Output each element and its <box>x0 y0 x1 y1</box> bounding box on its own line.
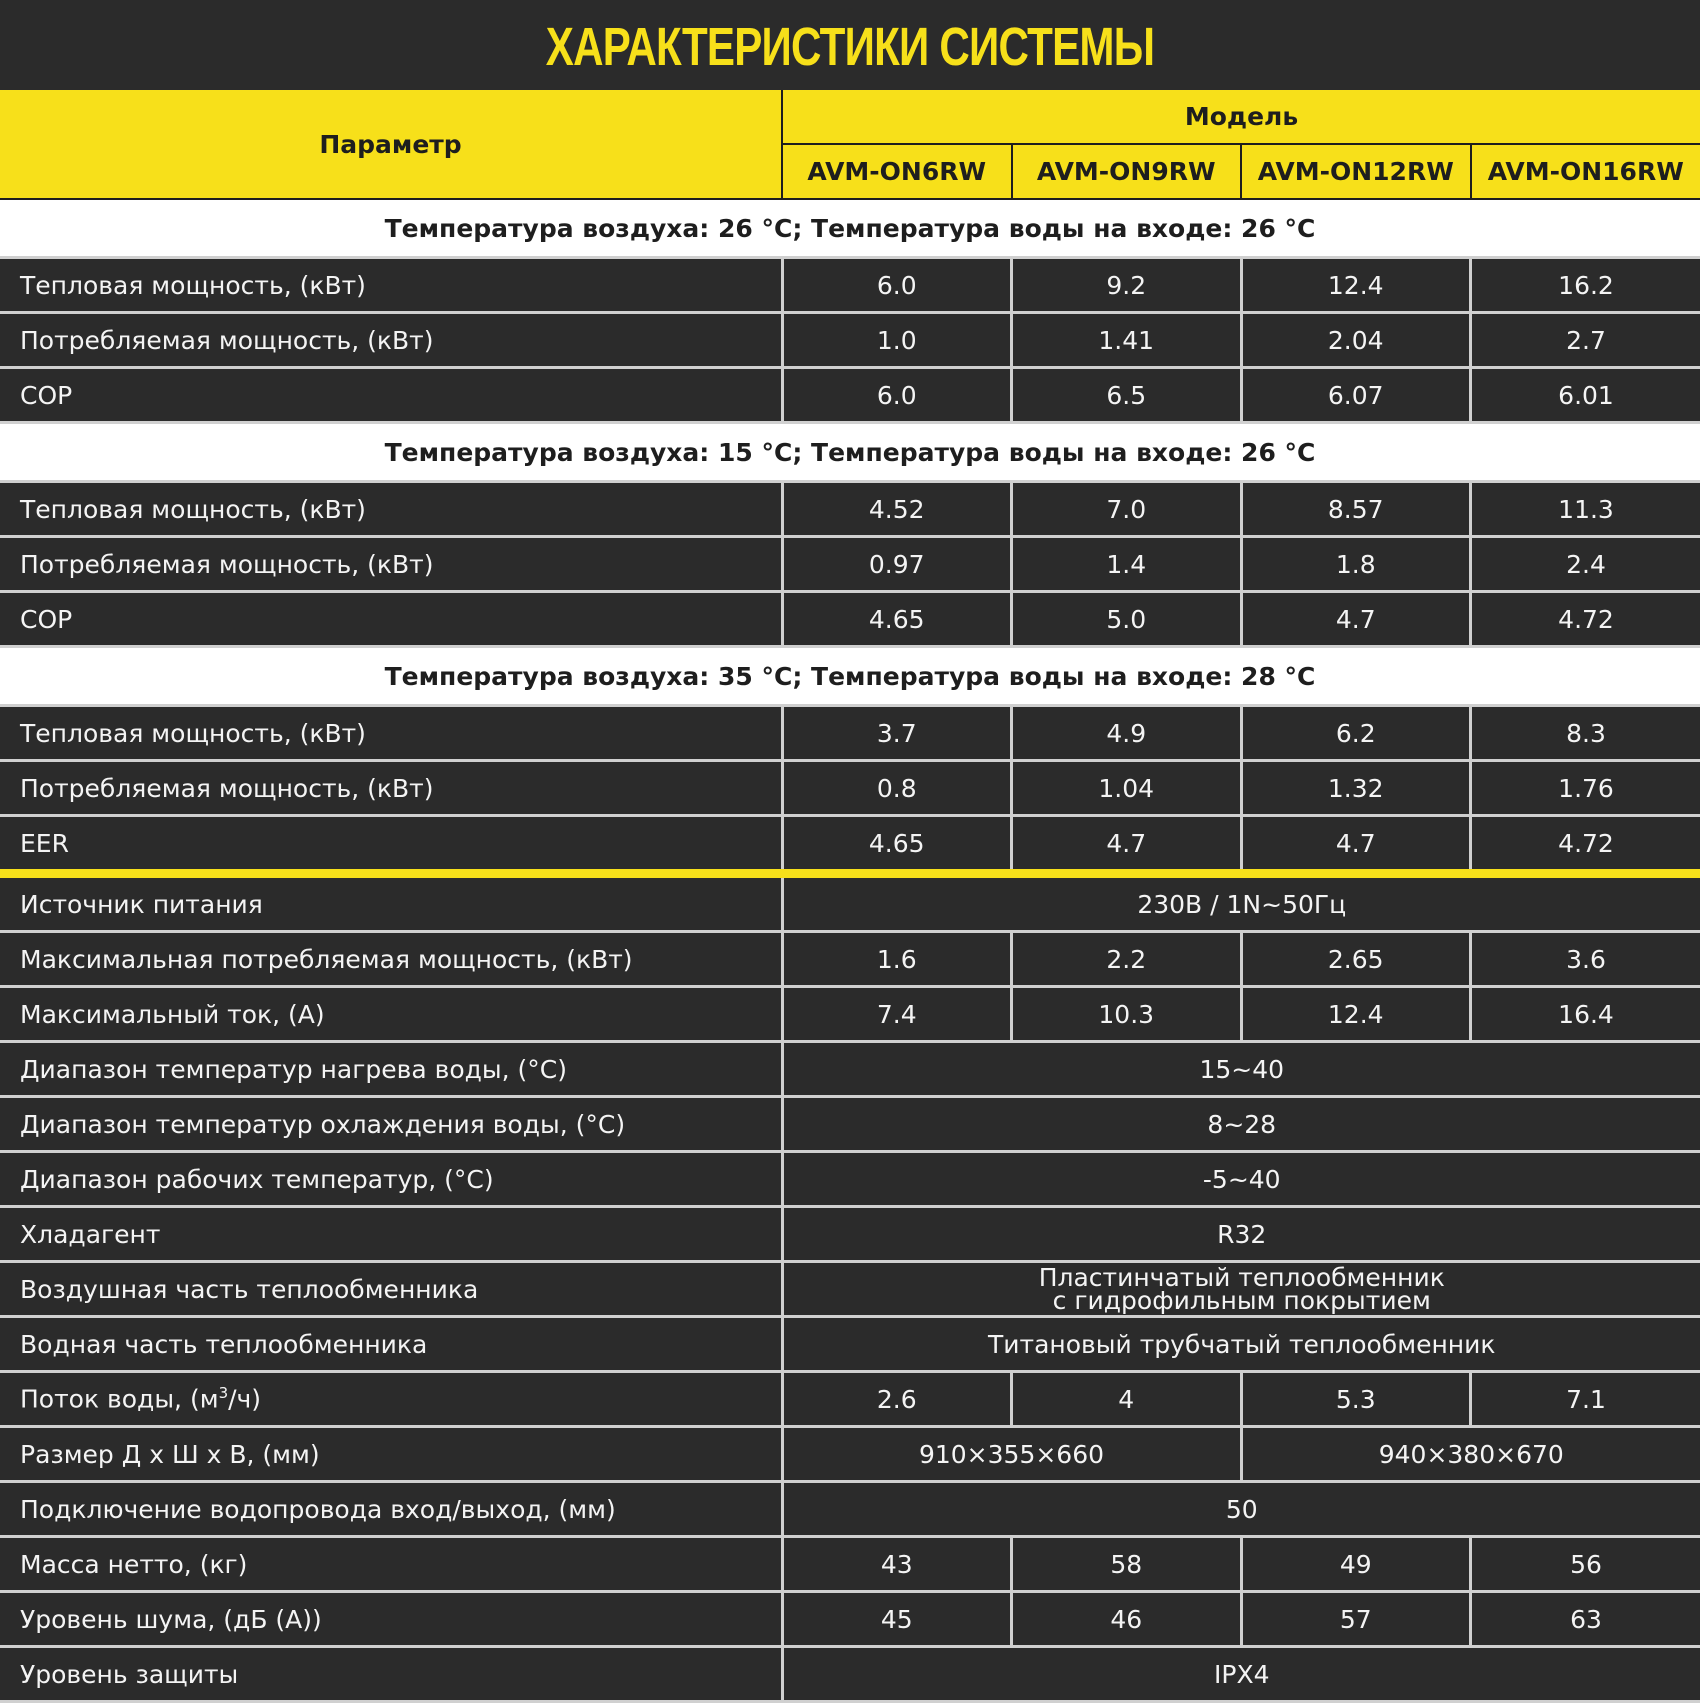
table-row <box>0 1427 1700 1482</box>
value-cell: 8.3 <box>1471 706 1700 761</box>
value-line: Пластинчатый теплообменник <box>784 1266 1700 1289</box>
value-cell: 2.4 <box>1471 537 1700 592</box>
title-bar <box>0 0 1700 90</box>
param-name: Диапазон температур охлаждения воды, (°С) <box>0 1097 782 1152</box>
page-title: ХАРАКТЕРИСТИКИ СИСТЕМЫ <box>546 16 1154 78</box>
value-cell: 8.57 <box>1241 482 1471 537</box>
spec-table <box>0 90 1700 1703</box>
value-cell: 6.07 <box>1241 368 1471 423</box>
value-cell: 16.2 <box>1471 258 1700 313</box>
value-cell: 4.52 <box>782 482 1012 537</box>
value-cell: 9.2 <box>1012 258 1242 313</box>
param-name <box>0 1372 782 1427</box>
value-cell: 6.5 <box>1012 368 1242 423</box>
value-cell: 63 <box>1471 1592 1700 1647</box>
param-name: Максимальный ток, (А) <box>0 987 782 1042</box>
value-cell: 2.7 <box>1471 313 1700 368</box>
param-name: Хладагент <box>0 1207 782 1262</box>
model-column-header: AVM-ON9RW <box>1012 144 1242 199</box>
value-cell: 56 <box>1471 1537 1700 1592</box>
value-cell: 4.65 <box>782 816 1012 874</box>
value-cell: 57 <box>1241 1592 1471 1647</box>
value-cell: 4.72 <box>1471 816 1700 874</box>
table-row <box>0 761 1700 816</box>
section-caption-row <box>0 423 1700 482</box>
value-cell: 49 <box>1241 1537 1471 1592</box>
param-name: Максимальная потребляемая мощность, (кВт) <box>0 932 782 987</box>
value-cell: 2.6 <box>782 1372 1012 1427</box>
table-row <box>0 313 1700 368</box>
model-column-header: AVM-ON16RW <box>1471 144 1700 199</box>
param-name-sup: 3 <box>219 1384 229 1402</box>
table-row <box>0 1042 1700 1097</box>
value-cell: -5~40 <box>782 1152 1700 1207</box>
value-cell: 1.32 <box>1241 761 1471 816</box>
value-cell: 0.97 <box>782 537 1012 592</box>
value-cell: IPX4 <box>782 1647 1700 1702</box>
value-cell: 3.6 <box>1471 932 1700 987</box>
value-cell: 16.4 <box>1471 987 1700 1042</box>
param-name: Источник питания <box>0 874 782 932</box>
value-cell: 940×380×670 <box>1241 1427 1700 1482</box>
value-cell: 0.8 <box>782 761 1012 816</box>
model-column-header: AVM-ON12RW <box>1241 144 1471 199</box>
section-caption: Температура воздуха: 15 °С; Температура воды на входе: 26 °С <box>0 423 1700 482</box>
table-row <box>0 932 1700 987</box>
table-row <box>0 1152 1700 1207</box>
value-cell: 58 <box>1012 1537 1242 1592</box>
table-row <box>0 1537 1700 1592</box>
value-cell: 910×355×660 <box>782 1427 1241 1482</box>
param-name: Потребляемая мощность, (кВт) <box>0 313 782 368</box>
table-row <box>0 537 1700 592</box>
value-cell: 4.9 <box>1012 706 1242 761</box>
table-row <box>0 482 1700 537</box>
value-cell: 12.4 <box>1241 258 1471 313</box>
param-name: Воздушная часть теплообменника <box>0 1262 782 1317</box>
param-name: Потребляемая мощность, (кВт) <box>0 761 782 816</box>
value-cell: 50 <box>782 1482 1700 1537</box>
value-cell: 6.2 <box>1241 706 1471 761</box>
table-row <box>0 1647 1700 1702</box>
value-line: с гидрофильным покрытием <box>784 1289 1700 1312</box>
table-row <box>0 1097 1700 1152</box>
value-cell: 5.3 <box>1241 1372 1471 1427</box>
table-row <box>0 874 1700 932</box>
value-cell: 7.4 <box>782 987 1012 1042</box>
table-row <box>0 816 1700 874</box>
value-cell: 43 <box>782 1537 1012 1592</box>
value-cell: 4.7 <box>1241 592 1471 647</box>
param-name-suffix: /ч) <box>228 1385 261 1414</box>
value-cell: R32 <box>782 1207 1700 1262</box>
value-cell: 6.0 <box>782 258 1012 313</box>
param-header: Параметр <box>0 90 782 199</box>
param-name: Диапазон температур нагрева воды, (°С) <box>0 1042 782 1097</box>
param-name: Тепловая мощность, (кВт) <box>0 706 782 761</box>
param-name: Уровень шума, (дБ (А)) <box>0 1592 782 1647</box>
table-row <box>0 1262 1700 1317</box>
table-row <box>0 368 1700 423</box>
param-name: Уровень защиты <box>0 1647 782 1702</box>
value-cell: 8~28 <box>782 1097 1700 1152</box>
model-column-header: AVM-ON6RW <box>782 144 1012 199</box>
value-cell: 4 <box>1012 1372 1242 1427</box>
value-cell: 12.4 <box>1241 987 1471 1042</box>
section-caption: Температура воздуха: 26 °С; Температура воды на входе: 26 °С <box>0 199 1700 258</box>
section-caption-row <box>0 199 1700 258</box>
value-cell: 1.8 <box>1241 537 1471 592</box>
value-cell: 1.4 <box>1012 537 1242 592</box>
value-cell: 7.0 <box>1012 482 1242 537</box>
param-name: Тепловая мощность, (кВт) <box>0 482 782 537</box>
value-cell: 1.76 <box>1471 761 1700 816</box>
table-row <box>0 258 1700 313</box>
value-cell <box>782 1262 1700 1317</box>
param-name: Масса нетто, (кг) <box>0 1537 782 1592</box>
param-name: EER <box>0 816 782 874</box>
param-name: Тепловая мощность, (кВт) <box>0 258 782 313</box>
value-cell: 1.0 <box>782 313 1012 368</box>
value-cell: 15~40 <box>782 1042 1700 1097</box>
param-name: Диапазон рабочих температур, (°С) <box>0 1152 782 1207</box>
table-row <box>0 1317 1700 1372</box>
table-row <box>0 706 1700 761</box>
value-cell: 4.7 <box>1241 816 1471 874</box>
value-cell: 5.0 <box>1012 592 1242 647</box>
value-cell: Титановый трубчатый теплообменник <box>782 1317 1700 1372</box>
param-name: Размер Д х Ш х В, (мм) <box>0 1427 782 1482</box>
param-name: COP <box>0 592 782 647</box>
value-cell: 4.7 <box>1012 816 1242 874</box>
value-cell: 11.3 <box>1471 482 1700 537</box>
section-caption: Температура воздуха: 35 °С; Температура воды на входе: 28 °С <box>0 647 1700 706</box>
table-row <box>0 592 1700 647</box>
value-cell: 6.0 <box>782 368 1012 423</box>
value-cell: 1.04 <box>1012 761 1242 816</box>
param-name: Потребляемая мощность, (кВт) <box>0 537 782 592</box>
table-row <box>0 1592 1700 1647</box>
value-cell: 10.3 <box>1012 987 1242 1042</box>
value-cell: 1.6 <box>782 932 1012 987</box>
table-row <box>0 987 1700 1042</box>
param-name: Подключение водопровода вход/выход, (мм) <box>0 1482 782 1537</box>
param-name: COP <box>0 368 782 423</box>
value-cell: 2.2 <box>1012 932 1242 987</box>
value-cell: 2.04 <box>1241 313 1471 368</box>
value-cell: 1.41 <box>1012 313 1242 368</box>
table-row <box>0 1207 1700 1262</box>
value-cell: 3.7 <box>782 706 1012 761</box>
value-cell: 46 <box>1012 1592 1242 1647</box>
param-name-prefix: Поток воды, (м <box>20 1385 219 1414</box>
table-row <box>0 1372 1700 1427</box>
section-caption-row <box>0 647 1700 706</box>
param-name: Водная часть теплообменника <box>0 1317 782 1372</box>
value-cell: 7.1 <box>1471 1372 1700 1427</box>
value-cell: 4.65 <box>782 592 1012 647</box>
value-cell: 6.01 <box>1471 368 1700 423</box>
value-cell: 2.65 <box>1241 932 1471 987</box>
table-row <box>0 1482 1700 1537</box>
value-cell: 45 <box>782 1592 1012 1647</box>
value-cell: 4.72 <box>1471 592 1700 647</box>
model-header: Модель <box>782 90 1700 144</box>
value-cell: 230В / 1N~50Гц <box>782 874 1700 932</box>
